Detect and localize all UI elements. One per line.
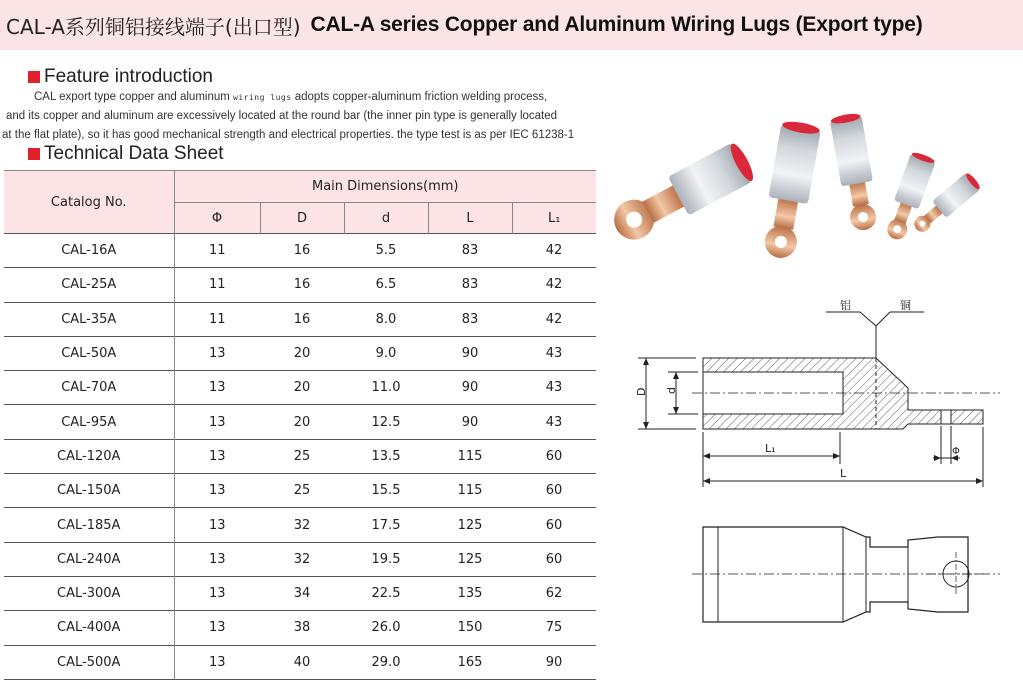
cell-l: 125 bbox=[428, 542, 512, 576]
cell-l1: 60 bbox=[512, 439, 596, 473]
feature-line-2: and its copper and aluminum are excessively located at the round bar (the inner pin type is generally located bbox=[6, 110, 558, 122]
label-dim-d: d bbox=[665, 387, 678, 394]
col-header-d: d bbox=[344, 203, 428, 234]
dimensions-header: Main Dimensions(mm) bbox=[174, 171, 596, 203]
cell-l1: 60 bbox=[512, 474, 596, 508]
cell-d: 16 bbox=[260, 302, 344, 336]
cell-l: 90 bbox=[428, 405, 512, 439]
cell-catalog: CAL-240A bbox=[4, 542, 174, 576]
datasheet-heading bbox=[28, 143, 224, 165]
cell-d: 22.5 bbox=[344, 576, 428, 610]
cell-l: 135 bbox=[428, 576, 512, 610]
title-chinese: CAL-A系列铜铝接线端子(出口型) bbox=[6, 14, 301, 39]
cell-l1: 60 bbox=[512, 508, 596, 542]
product-photo bbox=[608, 78, 1023, 278]
cell-l1: 42 bbox=[512, 234, 596, 268]
cell-l: 115 bbox=[428, 474, 512, 508]
cell-d: 19.5 bbox=[344, 542, 428, 576]
cell-d: 16 bbox=[260, 234, 344, 268]
cell-l1: 62 bbox=[512, 576, 596, 610]
table-row bbox=[4, 508, 596, 542]
table-row bbox=[4, 371, 596, 405]
cell-catalog: CAL-70A bbox=[4, 371, 174, 405]
cell-d: 25 bbox=[260, 474, 344, 508]
cell-catalog: CAL-120A bbox=[4, 439, 174, 473]
col-header-phi: Φ bbox=[174, 203, 260, 234]
cell-d: 38 bbox=[260, 611, 344, 645]
col-header-L: L bbox=[428, 203, 512, 234]
cell-l: 115 bbox=[428, 439, 512, 473]
cell-l: 165 bbox=[428, 645, 512, 679]
cell-phi: 13 bbox=[174, 611, 260, 645]
cell-l: 125 bbox=[428, 508, 512, 542]
table-row bbox=[4, 474, 596, 508]
table-row bbox=[4, 302, 596, 336]
cell-phi: 13 bbox=[174, 508, 260, 542]
table-row bbox=[4, 576, 596, 610]
cell-d: 13.5 bbox=[344, 439, 428, 473]
lug-photo-3 bbox=[829, 112, 881, 233]
label-dim-L: L bbox=[840, 467, 847, 480]
cell-phi: 13 bbox=[174, 439, 260, 473]
cell-d: 32 bbox=[260, 508, 344, 542]
cell-l1: 90 bbox=[512, 645, 596, 679]
feature-heading bbox=[28, 66, 213, 88]
col-header-D: D bbox=[260, 203, 344, 234]
feature-line-1-inline: wiring lugs bbox=[233, 93, 292, 102]
table-row bbox=[4, 405, 596, 439]
cell-d: 17.5 bbox=[344, 508, 428, 542]
cell-l: 83 bbox=[428, 302, 512, 336]
cell-d: 40 bbox=[260, 645, 344, 679]
table-row bbox=[4, 268, 596, 302]
table-row bbox=[4, 234, 596, 268]
outline-view bbox=[692, 527, 1000, 622]
feature-line-1-a: CAL export type copper and aluminum bbox=[34, 91, 230, 103]
cell-l1: 75 bbox=[512, 611, 596, 645]
cell-d: 16 bbox=[260, 268, 344, 302]
table-row bbox=[4, 645, 596, 679]
title-english: CAL-A series Copper and Aluminum Wiring Lugs (Export type) bbox=[310, 13, 923, 36]
cell-d: 32 bbox=[260, 542, 344, 576]
datasheet-heading-text: Technical Data Sheet bbox=[44, 143, 224, 164]
cell-catalog: CAL-50A bbox=[4, 336, 174, 370]
label-dim-phi: Φ bbox=[952, 446, 960, 457]
lug-photo-4 bbox=[882, 151, 937, 244]
label-copper: 铜 bbox=[900, 299, 911, 312]
feature-line-3: at the flat plate), so it has good mechanical strength and electrical properties. the type test is as per IEC 61238-1 bbox=[2, 129, 575, 141]
cell-phi: 13 bbox=[174, 474, 260, 508]
cell-d: 5.5 bbox=[344, 234, 428, 268]
technical-drawing bbox=[608, 292, 1023, 683]
cell-phi: 13 bbox=[174, 371, 260, 405]
label-aluminum: 铝 bbox=[840, 299, 851, 312]
label-dim-D: D bbox=[635, 387, 648, 396]
feature-description bbox=[2, 88, 608, 145]
cell-d: 25 bbox=[260, 439, 344, 473]
cell-phi: 13 bbox=[174, 336, 260, 370]
table-row bbox=[4, 336, 596, 370]
table-row bbox=[4, 542, 596, 576]
cell-phi: 11 bbox=[174, 234, 260, 268]
cell-phi: 13 bbox=[174, 645, 260, 679]
cell-d: 20 bbox=[260, 336, 344, 370]
catalog-header: Catalog No. bbox=[4, 171, 174, 234]
table-body bbox=[4, 234, 596, 680]
section-view bbox=[638, 312, 1000, 487]
cell-d: 6.5 bbox=[344, 268, 428, 302]
cell-l1: 60 bbox=[512, 542, 596, 576]
lug-photo-1 bbox=[608, 140, 757, 248]
cell-l: 83 bbox=[428, 234, 512, 268]
bullet-square-icon bbox=[28, 148, 40, 160]
cell-phi: 13 bbox=[174, 576, 260, 610]
cell-d: 12.5 bbox=[344, 405, 428, 439]
feature-line-1-b: adopts copper-aluminum friction welding process, bbox=[294, 91, 548, 103]
cell-d: 26.0 bbox=[344, 611, 428, 645]
table-row bbox=[4, 611, 596, 645]
cell-l: 90 bbox=[428, 336, 512, 370]
cell-l: 150 bbox=[428, 611, 512, 645]
cell-d: 11.0 bbox=[344, 371, 428, 405]
cell-phi: 13 bbox=[174, 542, 260, 576]
cell-phi: 11 bbox=[174, 268, 260, 302]
cell-catalog: CAL-300A bbox=[4, 576, 174, 610]
cell-catalog: CAL-500A bbox=[4, 645, 174, 679]
cell-catalog: CAL-185A bbox=[4, 508, 174, 542]
cell-phi: 11 bbox=[174, 302, 260, 336]
cell-d: 20 bbox=[260, 371, 344, 405]
cell-catalog: CAL-400A bbox=[4, 611, 174, 645]
col-header-L1: L₁ bbox=[512, 203, 596, 234]
cell-l1: 43 bbox=[512, 405, 596, 439]
cell-l1: 42 bbox=[512, 302, 596, 336]
cell-catalog: CAL-150A bbox=[4, 474, 174, 508]
cell-catalog: CAL-16A bbox=[4, 234, 174, 268]
cell-d: 20 bbox=[260, 405, 344, 439]
cell-d: 29.0 bbox=[344, 645, 428, 679]
cell-catalog: CAL-25A bbox=[4, 268, 174, 302]
cell-d: 15.5 bbox=[344, 474, 428, 508]
title-bar bbox=[0, 0, 1023, 50]
cell-l1: 42 bbox=[512, 268, 596, 302]
cell-l1: 43 bbox=[512, 336, 596, 370]
bullet-square-icon bbox=[28, 71, 40, 83]
technical-data-table bbox=[4, 170, 596, 680]
cell-catalog: CAL-95A bbox=[4, 405, 174, 439]
feature-line-1 bbox=[2, 88, 608, 107]
cell-l: 90 bbox=[428, 371, 512, 405]
label-dim-L1: L₁ bbox=[765, 442, 776, 455]
cell-l: 83 bbox=[428, 268, 512, 302]
feature-heading-text: Feature introduction bbox=[44, 66, 213, 87]
cell-d: 34 bbox=[260, 576, 344, 610]
cell-d: 9.0 bbox=[344, 336, 428, 370]
table-row bbox=[4, 439, 596, 473]
cell-d: 8.0 bbox=[344, 302, 428, 336]
lug-photo-2 bbox=[758, 119, 821, 261]
cell-l1: 43 bbox=[512, 371, 596, 405]
cell-phi: 13 bbox=[174, 405, 260, 439]
cell-catalog: CAL-35A bbox=[4, 302, 174, 336]
